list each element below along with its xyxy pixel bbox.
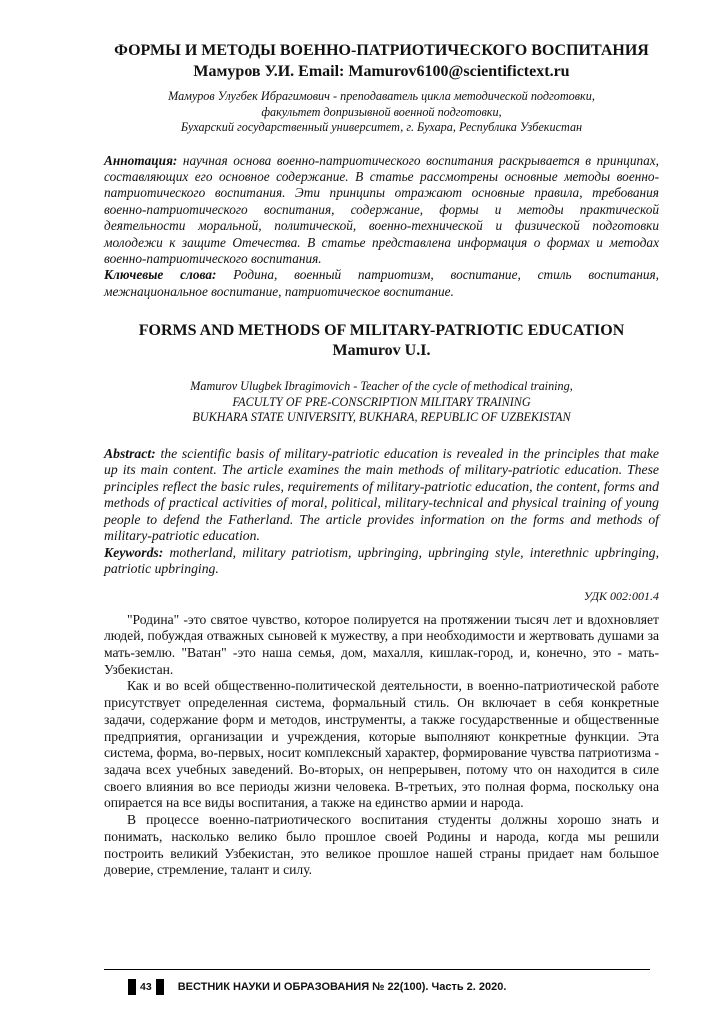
abstract-ru-label: Аннотация: — [104, 152, 178, 168]
journal-name: ВЕСТНИК НАУКИ И ОБРАЗОВАНИЯ № 22(100). Часть 2. 2020. — [177, 981, 507, 993]
title-en: FORMS AND METHODS OF MILITARY-PATRIOTIC EDUCATION — [138, 322, 625, 340]
affiliation-ru-faculty: факультет допризывной военной подготовки, — [261, 104, 502, 119]
abstract-ru — [104, 153, 659, 268]
body-paragraph-3: В процессе военно-патриотического воспитания студенты должны хорошо знать и понимать, насколько велико было прошлое своей Родины и народа, когда мы решили построить великий Узбекистан, это великое прошлое нашей страны придает нам большое доверие, стремление, талант и силу. — [104, 812, 659, 878]
author-line-ru: Мамуров У.И. Email: Mamurov6100@scientifictext.ru — [193, 63, 570, 80]
author-en: Mamurov U.I. — [332, 342, 431, 360]
affiliation-ru-university: Бухарский государственный университет, г. Бухара, Республика Узбекистан — [180, 120, 583, 134]
keywords-en — [104, 545, 659, 578]
keywords-ru — [104, 267, 659, 300]
affiliation-en — [104, 379, 659, 426]
abstract-en-text: the scientific basis of military-patriotic education is revealed in the principles that make up its main content. The article examines the main methods of military-patriotic education. These principles reflect the basic rules, requirements of military-patriotic education, the content, forms and methods of practical activities of moral, political, military-technical and physical training of young people to defend the Fatherland. The article provides information on the forms and methods of military-patriotic education. — [104, 445, 659, 544]
title-ru: ФОРМЫ И МЕТОДЫ ВОЕННО-ПАТРИОТИЧЕСКОГО ВОСПИТАНИЯ — [114, 42, 649, 59]
udc-code: УДК 002:001.4 — [583, 588, 659, 603]
page-number: 43 — [140, 981, 152, 993]
footer-block-right — [156, 979, 164, 995]
affiliation-en-university: BUKHARA STATE UNIVERSITY, BUKHARA, REPUBLIC OF UZBEKISTAN — [192, 410, 571, 425]
keywords-en-text: motherland, military patriotism, upbringing, upbringing style, interethnic upbringing, patriotic upbringing. — [104, 544, 659, 577]
keywords-ru-text: Родина, военный патриотизм, воспитание, стиль воспитания, межнациональное воспитание, патриотическое воспитание. — [104, 267, 660, 299]
article-body — [104, 612, 659, 879]
affiliation-ru-role: - преподаватель цикла методической подготовки, — [329, 89, 595, 103]
affiliation-ru-line-1 — [104, 89, 659, 105]
abstract-ru-text: научная основа военно-патриотического воспитания раскрывается в принципах, составляющих его основное содержание. В статье рассмотрены основные методы военно-патриотического воспитания. Эти принципы отражают основные правила, требования военно-патриотического воспитания, содержание, формы и методы практической деятельности моральной, политической, военно-технической и физической подготовки молодежи к защите Отечества. В статье представлена информация о формах и методах военно-патриотического воспитания. — [104, 152, 659, 266]
footer-block-left — [128, 979, 136, 995]
abstract-en — [104, 446, 659, 545]
footer-rule — [104, 969, 650, 970]
abstract-en-label: Abstract: — [104, 445, 156, 461]
affiliation-ru — [104, 89, 659, 136]
page-footer — [128, 978, 506, 996]
body-paragraph-2: Как и во всей общественно-политической деятельности, в военно-патриотической работе присутствует определенная система, формальный стиль. Он включает в себя конкретные задачи, содержание форм и методов, инструменты, а также государственные и общественные предприятия, организации и учреждения, которые выполняют конкретные функции. Эта система, форма, во-первых, носит комплексный характер, формирование чувства патриотизма - задача всех учебных заведений. Во-вторых, он непрерывен, потому что он находится в силе своего влияния во все периоды жизни человека. В-третьих, это полная форма, поскольку она опирается на все виды воспитания, а также на единство армии и народа. — [104, 678, 659, 811]
keywords-ru-label: Ключевые слова: — [104, 267, 217, 283]
body-paragraph-1: "Родина" -это святое чувство, которое полируется на протяжении тысяч лет и вдохновляет людей, побуждая отважных сыновей к мужеству, а при необходимости и жертвовать душами за мать-землю. "Ватан" -это наша семья, дом, махалля, кишлак-город, и, конечно, это - мать-Узбекистан. — [104, 611, 659, 677]
affiliation-en-faculty: FACULTY OF PRE-CONSCRIPTION MILITARY TRAINING — [232, 394, 531, 409]
affiliation-ru-person: Мамуров Улугбек Ибрагимович — [168, 89, 330, 103]
article-page — [104, 0, 659, 879]
keywords-en-label: Keywords: — [104, 544, 164, 560]
affiliation-en-person: Mamurov Ulugbek Ibragimovich - Teacher of the cycle of methodical training, — [190, 379, 573, 394]
